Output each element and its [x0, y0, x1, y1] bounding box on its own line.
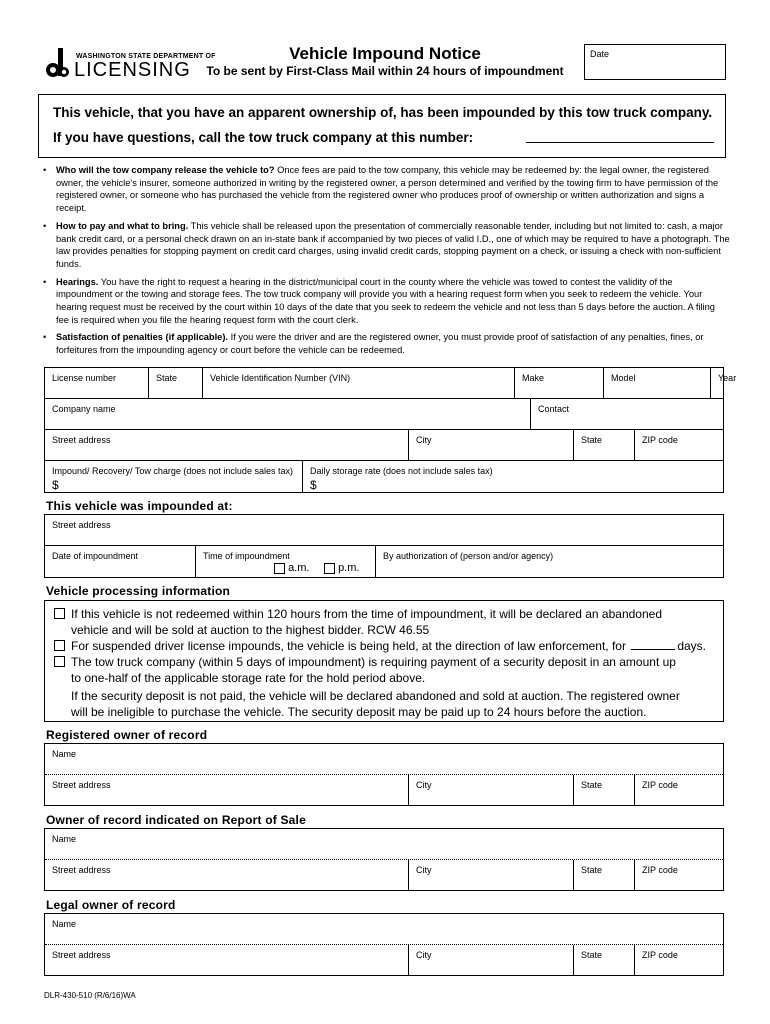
notice-line-1: This vehicle, that you have an apparent ownership of, has been impounded by this tow truck company. — [53, 105, 713, 120]
bullet-text: You have the right to request a hearing in the district/municipal court in the county where the vehicle was towed to contest the validity of the impoundment or the towing and storage fees. The tow truck company will provide you with a hearing request form when you seek to redeem the vehicle. Your hearing request must be received by the court within 10 days of the date that you seek to redeem the vehicle and not less than 5 days before the auction. A filing fee is required when you file the hearing request form with the court clerk. — [56, 276, 715, 325]
legal-owner-grid — [44, 913, 724, 976]
vehicle-company-grid — [44, 367, 737, 493]
company-street-field[interactable] — [45, 430, 408, 460]
company-city-field[interactable] — [408, 430, 574, 460]
model-field[interactable] — [603, 368, 711, 398]
date-label: Date — [590, 49, 610, 59]
licensing-wordmark: LICENSING — [74, 59, 191, 81]
field-label: State — [581, 435, 603, 445]
processing-heading: Vehicle processing information — [46, 584, 231, 598]
tow-company-phone-field[interactable] — [526, 142, 714, 143]
abandoned-checkbox[interactable] — [54, 608, 65, 619]
field-label: Vehicle Identification Number (VIN) — [210, 373, 351, 383]
sale-owner-city-field[interactable] — [408, 860, 574, 890]
vehicle-state-field[interactable] — [148, 368, 203, 398]
date-field[interactable] — [584, 44, 726, 80]
field-label: Date of impoundment — [52, 551, 139, 561]
bullet-heading: Hearings. — [56, 276, 99, 287]
legal-owner-heading: Legal owner of record — [46, 898, 176, 912]
company-address-row — [45, 430, 723, 461]
field-label: Company name — [52, 404, 116, 414]
bullet-penalties — [30, 331, 730, 356]
option-suspended — [71, 639, 706, 653]
impound-charge-field[interactable] — [45, 461, 302, 492]
bullet-heading: Satisfaction of penalties (if applicable). — [56, 332, 229, 343]
legal-owner-state-field[interactable] — [573, 945, 635, 975]
dollar-sign: $ — [52, 478, 59, 492]
owner-address-row — [45, 775, 723, 805]
impound-street-field[interactable] — [45, 515, 723, 545]
authorization-field[interactable] — [375, 546, 723, 577]
registered-owner-city-field[interactable] — [408, 775, 574, 805]
option-suspended-text: For suspended driver license impounds, the vehicle is being held, at the direction of law enforcement, for — [71, 639, 626, 653]
sale-owner-name-field[interactable] — [45, 829, 723, 859]
contact-field[interactable] — [530, 399, 723, 429]
legal-owner-street-field[interactable] — [45, 945, 408, 975]
owner-name-row — [45, 829, 723, 860]
field-label: Name — [52, 749, 77, 759]
bullet-text: If you were the driver and are the registered owner, you must provide proof of satisfaction of any penalties, fines, or forfeitures from the impounding agency or court before the vehicle can be redeemed. — [56, 332, 704, 356]
impound-date-field[interactable] — [45, 546, 195, 577]
bullet-payment — [30, 220, 730, 271]
sale-owner-street-field[interactable] — [45, 860, 408, 890]
field-label: ZIP code — [642, 780, 678, 790]
registered-owner-street-field[interactable] — [45, 775, 408, 805]
field-label: Impound/ Recovery/ Tow charge (does not include sales tax) — [52, 466, 293, 476]
days-label: days. — [677, 639, 707, 653]
field-label: Name — [52, 834, 77, 844]
registered-owner-heading: Registered owner of record — [46, 728, 208, 742]
field-label: Year — [718, 373, 737, 383]
field-label: City — [416, 950, 432, 960]
make-field[interactable] — [514, 368, 604, 398]
owner-address-row — [45, 860, 723, 890]
info-bullets — [30, 164, 730, 362]
field-label: State — [156, 373, 178, 383]
company-zip-field[interactable] — [634, 430, 723, 460]
field-label: License number — [52, 373, 117, 383]
field-label: ZIP code — [642, 435, 678, 445]
owner-address-row — [45, 945, 723, 975]
pm-checkbox[interactable] — [324, 563, 335, 574]
daily-storage-field[interactable] — [302, 461, 723, 492]
option-deposit-line2: to one-half of the applicable storage rate for the hold period above. — [71, 671, 426, 685]
field-label: Time of impoundment — [203, 551, 290, 561]
bullet-heading: Who will the tow company release the vehicle to? — [56, 165, 275, 175]
impound-notice-box — [38, 94, 726, 158]
field-label: Daily storage rate (does not include sales tax) — [310, 466, 493, 476]
pm-label: p.m. — [338, 562, 360, 574]
registered-owner-name-field[interactable] — [45, 744, 723, 774]
processing-box — [44, 600, 724, 722]
page-title: Vehicle Impound Notice — [289, 44, 481, 63]
field-label: By authorization of (person and/or agency) — [383, 551, 554, 561]
legal-owner-zip-field[interactable] — [634, 945, 723, 975]
field-label: City — [416, 865, 432, 875]
owner-name-row — [45, 744, 723, 775]
report-of-sale-heading: Owner of record indicated on Report of Sale — [46, 813, 306, 827]
registered-owner-zip-field[interactable] — [634, 775, 723, 805]
security-deposit-checkbox[interactable] — [54, 656, 65, 667]
option-deposit-line1: The tow truck company (within 5 days of impoundment) is requiring payment of a security deposit in an amount up — [71, 655, 676, 669]
registered-owner-grid — [44, 743, 724, 806]
pm-option[interactable] — [324, 562, 359, 574]
legal-owner-name-field[interactable] — [45, 914, 723, 944]
suspended-license-checkbox[interactable] — [54, 640, 65, 651]
bullet-text: This vehicle shall be released upon the presentation of commercially reasonable tender, including but not limited to: cash, a major bank credit card, or a personal check drawn on an in-state bank if accompanied by two pieces of valid I.D., one of which may be required to have a photograph. The law provides penalties for stopping payment on credit card charges, using invalid credit cards, stopping payment on a check, or issuing a check with non-sufficient funds. — [56, 220, 730, 269]
vin-field[interactable] — [202, 368, 515, 398]
report-of-sale-grid — [44, 828, 724, 891]
bullet-heading: How to pay and what to bring. — [56, 220, 189, 231]
am-checkbox[interactable] — [274, 563, 285, 574]
field-label: Name — [52, 919, 77, 929]
field-label: State — [581, 950, 603, 960]
field-label: ZIP code — [642, 865, 678, 875]
notice-line-2: If you have questions, call the tow truck company at this number: — [53, 130, 474, 145]
company-state-field[interactable] — [573, 430, 635, 460]
field-label: Street address — [52, 520, 111, 530]
field-label: Street address — [52, 950, 111, 960]
company-name-field[interactable] — [45, 399, 530, 429]
bullet-text: Once fees are paid to the tow company, this vehicle may be redeemed by: the legal owner, the registered owner, the vehicle's insurer, someone authorized in writing by the registered owner, a person determined and verified by the towing firm to have permission of the registered owner, or someone who has purchased the vehicle from the registered owner who produces proof of ownership or written authorization and signs a receipt. — [56, 165, 719, 214]
field-label: Street address — [52, 865, 111, 875]
license-number-field[interactable] — [45, 368, 148, 398]
bullet-hearings — [30, 276, 730, 327]
field-label: State — [581, 780, 603, 790]
impounded-at-heading: This vehicle was impounded at: — [46, 499, 233, 513]
legal-owner-city-field[interactable] — [408, 945, 574, 975]
company-row — [45, 399, 723, 430]
bullet-release — [30, 164, 730, 215]
page-subtitle: To be sent by First-Class Mail within 24 hours of impoundment — [206, 64, 564, 78]
sale-owner-zip-field[interactable] — [634, 860, 723, 890]
vehicle-row — [45, 368, 737, 399]
impounded-at-grid — [44, 514, 724, 578]
deposit-note-line1: If the security deposit is not paid, the vehicle will be declared abandoned and sold at auction. The registered owner — [71, 689, 680, 703]
dol-logo-icon — [44, 48, 70, 78]
field-label: City — [416, 780, 432, 790]
am-option[interactable] — [274, 562, 309, 574]
field-label: Street address — [52, 780, 111, 790]
field-label: State — [581, 865, 603, 875]
field-label: ZIP code — [642, 950, 678, 960]
deposit-note-line2: will be ineligible to purchase the vehicle. The security deposit may be paid up to 24 hours before the auction. — [71, 705, 647, 719]
option-abandoned-line1: If this vehicle is not redeemed within 120 hours from the time of impoundment, it will be declared an abandoned — [71, 607, 662, 621]
sale-owner-state-field[interactable] — [573, 860, 635, 890]
impound-time-field[interactable] — [195, 546, 376, 577]
option-abandoned-line2: vehicle and will be sold at auction to the highest bidder. RCW 46.55 — [71, 623, 430, 637]
field-label: City — [416, 435, 432, 445]
field-label: Street address — [52, 435, 111, 445]
hold-days-field[interactable] — [631, 649, 675, 650]
dollar-sign: $ — [310, 478, 317, 492]
field-label: Make — [522, 373, 545, 383]
impound-street-row — [45, 515, 723, 546]
owner-name-row — [45, 914, 723, 945]
form-number: DLR-430-510 (R/6/16)WA — [44, 991, 136, 1000]
charges-row — [45, 461, 723, 492]
registered-owner-state-field[interactable] — [573, 775, 635, 805]
agency-name: WASHINGTON STATE DEPARTMENT OF — [76, 53, 216, 60]
am-label: a.m. — [288, 562, 310, 574]
field-label: Model — [611, 373, 636, 383]
field-label: Contact — [538, 404, 570, 414]
year-field[interactable] — [710, 368, 737, 398]
impound-details-row — [45, 546, 723, 577]
